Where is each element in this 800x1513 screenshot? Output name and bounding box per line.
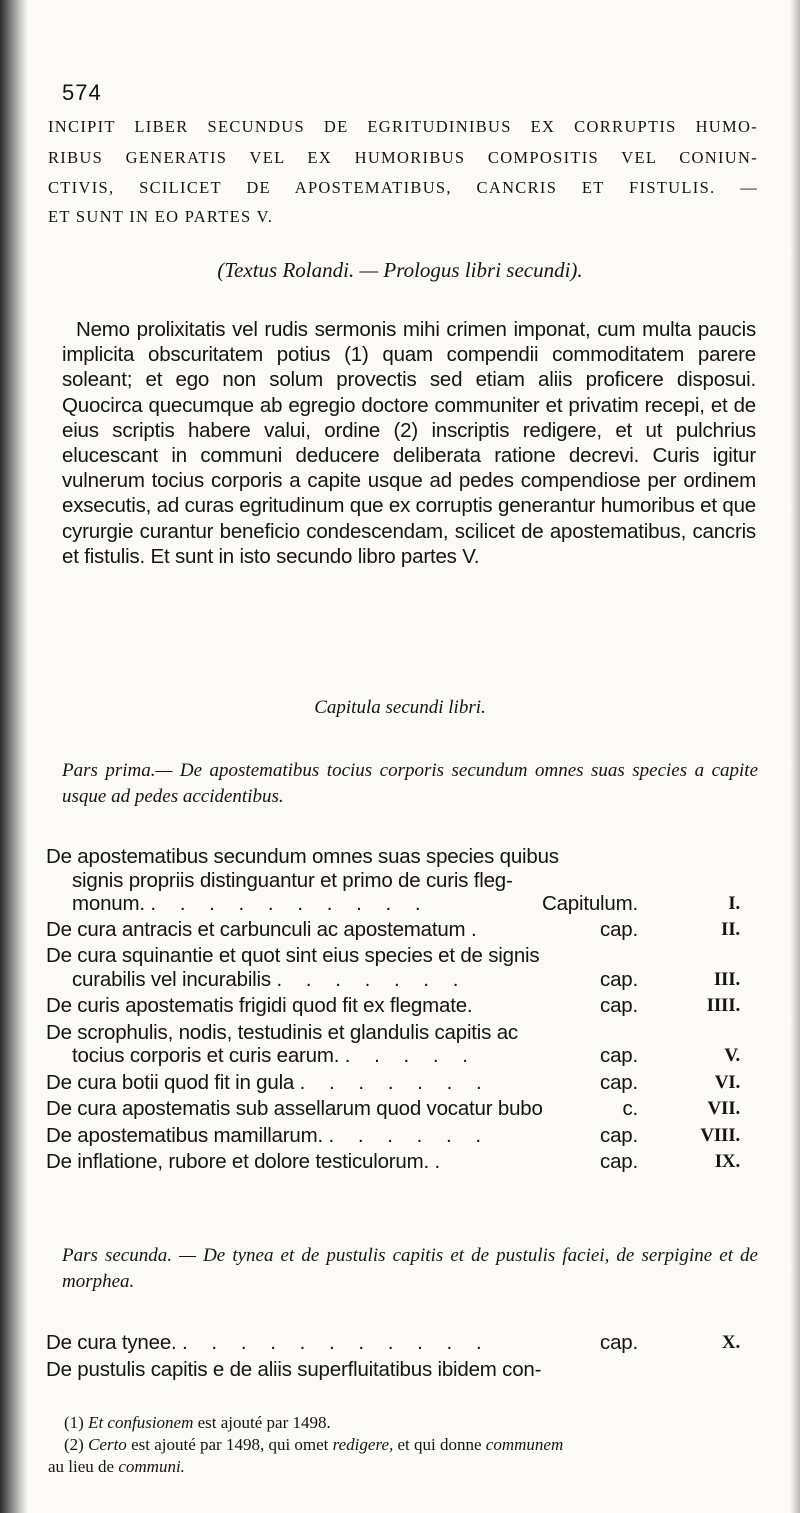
toc-chapter-number: III. <box>713 968 740 990</box>
toc-entry-line: curabilis vel incurabilis <box>72 967 271 991</box>
toc-chapter-number: I. <box>728 893 740 914</box>
footnote-italic: Certo <box>88 1435 127 1454</box>
toc-entry <box>46 845 758 916</box>
toc-entry-line: De apostematibus mamillarum. <box>46 1123 323 1147</box>
footnote-2-continued <box>48 1456 760 1478</box>
toc-leader-dots: . . . . . <box>344 1044 477 1067</box>
toc-entry <box>46 1331 758 1355</box>
heading-line-1: INCIPIT LIBER SECUNDUS DE EGRITUDINIBUS EX CORRUPTIS HUMO- <box>48 117 758 136</box>
toc-entry-lastline <box>46 1331 758 1355</box>
toc-entry <box>46 1150 758 1174</box>
toc-entry-lastline <box>46 918 758 942</box>
toc-chapter-number: V. <box>724 1045 740 1066</box>
pars-secunda <box>62 1243 758 1295</box>
toc-entry-line: De pustulis capitis e de aliis superfluitatibus ibidem con- <box>46 1357 542 1381</box>
toc-entry-line: signis propriis distinguantur et primo de curis fleg- <box>72 868 513 892</box>
toc-capitulum-label: cap. <box>600 1150 638 1173</box>
toc-entry <box>46 1071 758 1095</box>
heading-line-2: RIBUS GENERATIS VEL EX HUMORIBUS COMPOSITIS VEL CONIUN- <box>48 148 758 167</box>
footnote-italic: communi. <box>118 1457 185 1476</box>
footnote-2 <box>60 1434 760 1456</box>
toc-entry-lastline <box>46 1097 758 1121</box>
toc-entry <box>46 918 758 942</box>
toc-capitulum-label: cap. <box>600 1123 638 1147</box>
footnote-text: et qui donne <box>397 1435 482 1454</box>
toc-leader-dots: . . . . . . <box>328 1123 491 1147</box>
toc-leader-dots: . . . . . . . <box>299 1070 491 1094</box>
toc-leader-dots: . <box>470 917 486 941</box>
pars-prima <box>62 758 758 810</box>
toc-capitulum-label: cap. <box>600 1331 638 1354</box>
toc-leader-dots: . . . . . . . . . . . <box>182 1331 491 1354</box>
footnote-text: au lieu de <box>48 1457 115 1476</box>
toc-capitulum-label: cap. <box>600 1044 638 1067</box>
toc-entry <box>46 1097 758 1121</box>
footnote-text: est ajouté par 1498, qui omet <box>131 1435 329 1454</box>
toc-entry-line: De cura botii quod fit in gula <box>46 1070 295 1094</box>
toc-capitulum-label: Capitulum. <box>542 892 638 915</box>
toc-entry-line: tocius corporis et curis earum. <box>72 1044 340 1067</box>
toc-entry-lastline <box>46 1150 758 1174</box>
page-number: 574 <box>62 80 102 105</box>
pars-secunda-lead: Pars secunda. — <box>62 1245 196 1266</box>
section-title: Capitula secundi libri. <box>314 697 486 718</box>
footnote-italic: Et confusionem <box>88 1413 194 1432</box>
toc-capitulum-label: cap. <box>600 1070 638 1094</box>
footnote-text: est ajouté par 1498. <box>197 1413 331 1432</box>
toc-entry-lastline <box>46 1044 758 1068</box>
toc-entry <box>46 1358 758 1382</box>
toc-entry-lastline <box>46 968 758 992</box>
toc-entry-line: De inflatione, rubore et dolore testiculorum. <box>46 1150 429 1173</box>
toc-chapter-number: VIII. <box>700 1124 740 1146</box>
toc-leader-dots: . <box>434 1150 450 1173</box>
heading-line-3: CTIVIS, SCILICET DE APOSTEMATIBUS, CANCRIS ET FISTULIS. — <box>48 178 758 197</box>
footnote-mark: (1) <box>64 1413 84 1432</box>
toc-part-2 <box>46 1331 758 1381</box>
toc-chapter-number: IIII. <box>706 995 740 1016</box>
toc-leader-dots: . . . . . . . <box>276 967 468 991</box>
toc-entry-line: De cura apostematis sub assellarum quod vocatur bubo <box>46 1097 543 1120</box>
toc-capitulum-label: c. <box>622 1097 638 1120</box>
toc-chapter-number: II. <box>721 918 740 940</box>
prologue-subtitle: (Textus Rolandi. — Prologus libri secundi). <box>217 258 583 282</box>
pars-secunda-text: De tynea et de pustulis capitis et de pustulis faciei, de serpigine et de morphea. <box>62 1245 758 1292</box>
toc-entry-lastline <box>46 1124 758 1148</box>
toc-chapter-number: X. <box>721 1332 740 1353</box>
footnote-italic: redigere, <box>332 1435 394 1454</box>
toc-part-1 <box>46 845 758 1174</box>
toc-entry-lastline <box>46 1071 758 1095</box>
pars-prima-text: De apostematibus tocius corporis secundum omnes suas species a capite usque ad pedes accidentibus. <box>62 760 759 807</box>
toc-entry-line: De cura tynee. <box>46 1331 177 1354</box>
toc-capitulum-label: cap. <box>600 917 638 941</box>
toc-entry <box>46 944 758 991</box>
toc-entry-line: De cura squinantie et quot sint eius species et de signis <box>46 944 540 967</box>
toc-entry-line: monum. <box>72 892 145 915</box>
toc-entry-line: De apostematibus secundum omnes suas species quibus <box>46 845 559 868</box>
prologue-text <box>62 317 756 569</box>
toc-entry-line: De scrophulis, nodis, testudinis et glandulis capitis ac <box>46 1020 518 1044</box>
toc-entry <box>46 1124 758 1148</box>
page-edge-shadow <box>790 0 800 1513</box>
toc-entry-lastline <box>46 892 758 916</box>
toc-entry <box>46 1021 758 1068</box>
page-gutter-shadow <box>0 0 28 1513</box>
footnotes <box>48 1412 760 1478</box>
prologue-paragraph: Nemo prolixitatis vel rudis sermonis mihi crimen imponat, cum multa paucis implicita obscuritatem potius (1) quam compendii commoditatem parere soleant; et ego non solum provectis sed etiam aliis proficere disposui. Quocirca quecumque ab egregio doctore communiter et privatim recepi, et de eius scriptis habere valui, ordine (2) inscriptis redigere, et ut pulchrius elucescant in communi deducere deliberata ratione decrevi. Curis igitur vulnerum tocius corporis a capite usque ad pedes compendiose per ordinem exsecutis, ad curas egritudinum que ex corruptis generantur humoribus et que cyrurgie curantur beneficio condescendam, scilicet de apostematibus, cancris et fistulis. Et sunt in isto secundo libro partes V. <box>62 318 756 568</box>
toc-entry-line: De cura antracis et carbunculi ac apostematum <box>46 917 466 941</box>
toc-capitulum-label: cap. <box>600 967 638 991</box>
toc-leader-dots: . . . . . . . . . . <box>150 892 430 915</box>
toc-chapter-number: VII. <box>707 1098 740 1119</box>
toc-chapter-number: VI. <box>714 1071 740 1093</box>
toc-entry <box>46 994 758 1018</box>
toc-entry-line: De curis apostematis frigidi quod fit ex flegmate. <box>46 994 473 1017</box>
toc-chapter-number: IX. <box>714 1151 740 1172</box>
heading-line-4: ET SUNT IN EO PARTES V. <box>48 207 274 226</box>
footnote-mark: (2) <box>64 1435 84 1454</box>
pars-prima-lead: Pars prima.— <box>62 760 173 781</box>
footnote-italic: communem <box>485 1435 564 1454</box>
toc-entry-lastline <box>46 994 758 1018</box>
footnote-1 <box>60 1412 760 1434</box>
toc-capitulum-label: cap. <box>600 994 638 1017</box>
